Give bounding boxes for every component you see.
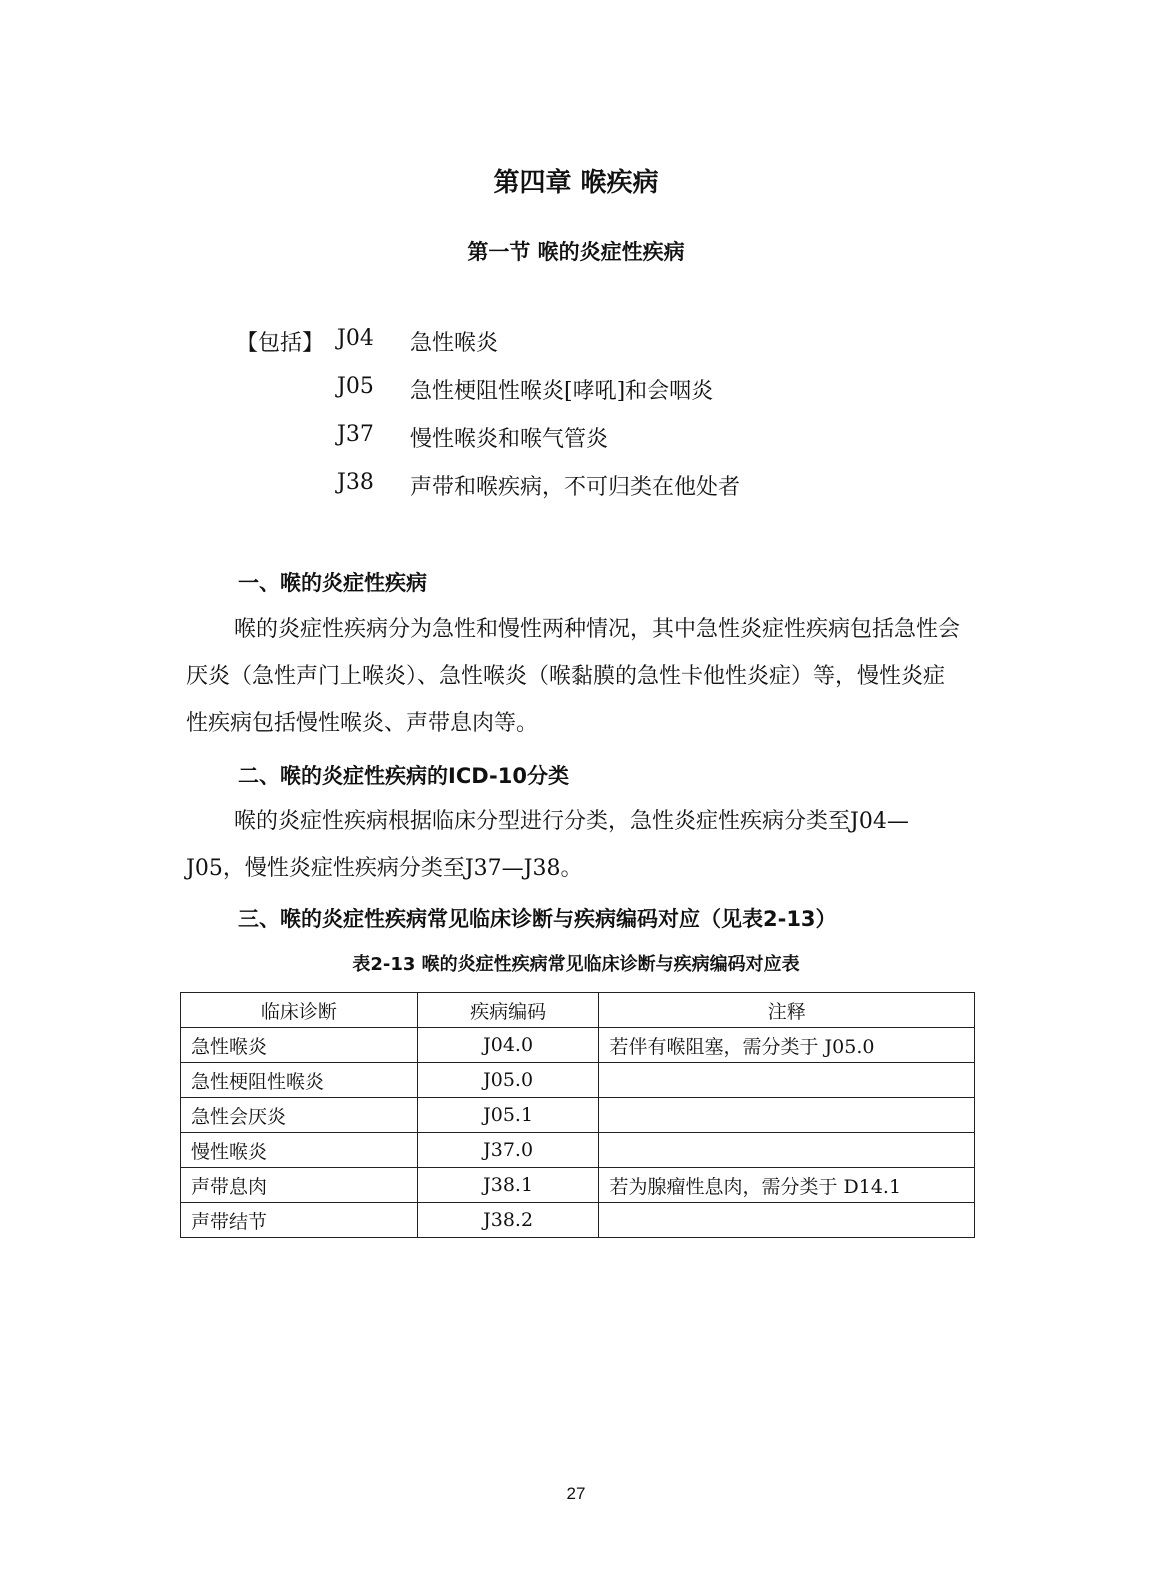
table-header-row (181, 993, 975, 1028)
header-code: 疾病编码 (417, 993, 599, 1028)
includes-code: J05 (337, 374, 374, 399)
includes-name: 慢性喉炎和喉气管炎 (410, 427, 609, 452)
diagnosis-cell: 声带结节 (181, 1203, 418, 1238)
diagnosis-cell: 急性喉炎 (181, 1028, 418, 1063)
code-cell: J04.0 (417, 1028, 599, 1063)
diagnosis-cell: 声带息肉 (181, 1168, 418, 1203)
diagnosis-cell: 急性会厌炎 (181, 1098, 418, 1133)
diagnosis-cell: 慢性喉炎 (181, 1133, 418, 1168)
table-row (181, 1168, 975, 1203)
includes-label: 【包括】 (236, 331, 325, 356)
table-row (181, 1028, 975, 1063)
code-cell: J37.0 (417, 1133, 599, 1168)
section-heading-2: 二、喉的炎症性疾病的ICD-10分类 (238, 764, 569, 788)
table-row (181, 1098, 975, 1133)
includes-row (0, 374, 1152, 404)
table-row (181, 1063, 975, 1098)
note-cell: 若为腺瘤性息肉，需分类于 D14.1 (599, 1168, 975, 1203)
includes-code: J38 (337, 470, 374, 495)
table-row (181, 1203, 975, 1238)
includes-code: J04 (337, 326, 374, 351)
note-cell (599, 1133, 975, 1168)
includes-name: 急性喉炎 (410, 331, 499, 356)
paragraph-2: 喉的炎症性疾病根据临床分型进行分类，急性炎症性疾病分类至J04—J05，慢性炎症性疾病分类至J37—J38。 (186, 809, 909, 881)
includes-name: 急性梗阻性喉炎[哮吼]和会咽炎 (410, 379, 714, 404)
includes-code: J37 (337, 422, 374, 447)
note-cell: 若伴有喉阻塞，需分类于 J05.0 (599, 1028, 975, 1063)
includes-row (0, 470, 1152, 500)
section-heading-1: 一、喉的炎症性疾病 (238, 571, 427, 595)
paragraph-1: 喉的炎症性疾病分为急性和慢性两种情况，其中急性炎症性疾病包括急性会厌炎（急性声门上喉炎）、急性喉炎（喉黏膜的急性卡他性炎症）等，慢性炎症性疾病包括慢性喉炎、声带息肉等。 (186, 617, 961, 736)
note-cell (599, 1063, 975, 1098)
code-cell: J05.1 (417, 1098, 599, 1133)
table-caption: 表2-13 喉的炎症性疾病常见临床诊断与疾病编码对应表 (352, 954, 800, 975)
code-cell: J38.1 (417, 1168, 599, 1203)
code-cell: J05.0 (417, 1063, 599, 1098)
code-cell: J38.2 (417, 1203, 599, 1238)
table-row (181, 1133, 975, 1168)
includes-row (0, 422, 1152, 452)
includes-name: 声带和喉疾病，不可归类在他处者 (410, 475, 741, 500)
note-cell (599, 1203, 975, 1238)
header-diagnosis: 临床诊断 (181, 993, 418, 1028)
note-cell (599, 1098, 975, 1133)
section-title: 第一节 喉的炎症性疾病 (467, 240, 685, 264)
section-heading-3: 三、喉的炎症性疾病常见临床诊断与疾病编码对应（见表2-13） (238, 907, 837, 931)
diagnosis-code-table (180, 992, 975, 1238)
includes-row (0, 326, 1152, 356)
chapter-title: 第四章 喉疾病 (493, 168, 659, 198)
diagnosis-cell: 急性梗阻性喉炎 (181, 1063, 418, 1098)
header-notes: 注释 (599, 993, 975, 1028)
page-number: 27 (566, 1484, 586, 1503)
